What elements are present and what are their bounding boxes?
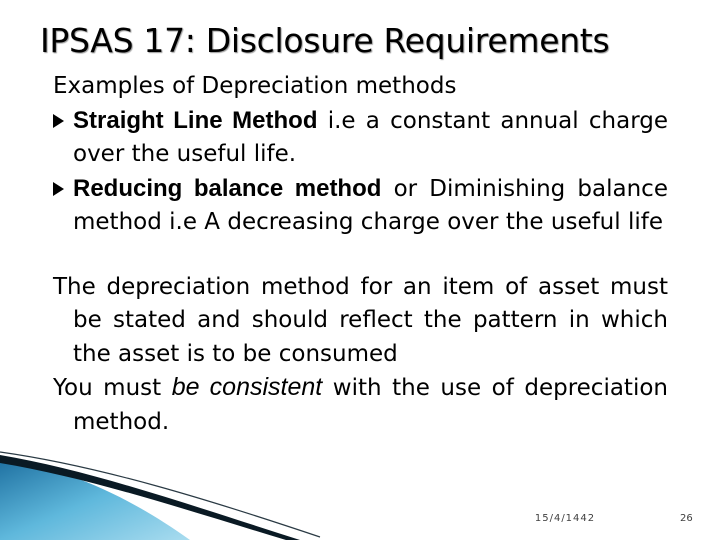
bullet-reducing-balance [53, 172, 668, 240]
bullet-description: or Diminishing balance method i.e A decreasing charge over the useful life [73, 175, 668, 235]
arrow-bullet-icon [53, 114, 64, 128]
bullet-term: Reducing balance method [73, 174, 382, 202]
consistency-emphasis: be consistent [171, 373, 323, 401]
paragraph-consistency [53, 371, 668, 439]
slide-body [53, 70, 668, 439]
slide-title: IPSAS 17: Disclosure Requirements [40, 21, 610, 60]
arrow-bullet-icon [53, 182, 64, 196]
slide-number: 26 [680, 513, 693, 524]
bullet-straight-line [53, 104, 668, 172]
bullet-description: i.e a constant annual charge over the useful life. [73, 107, 669, 167]
footer-date: 15/4/1442 [534, 513, 596, 524]
consistency-lead: You must [53, 375, 172, 401]
consistency-tail: with the use of depreciation method. [73, 375, 668, 435]
paragraph-depreciation-method: The depreciation method for an item of asset must be stated and should reflect the pattern in which the asset is to be consumed [53, 273, 668, 367]
bullet-term: Straight Line Method [73, 106, 318, 134]
spacer [53, 240, 668, 271]
intro-line: Examples of Depreciation methods [53, 73, 457, 99]
